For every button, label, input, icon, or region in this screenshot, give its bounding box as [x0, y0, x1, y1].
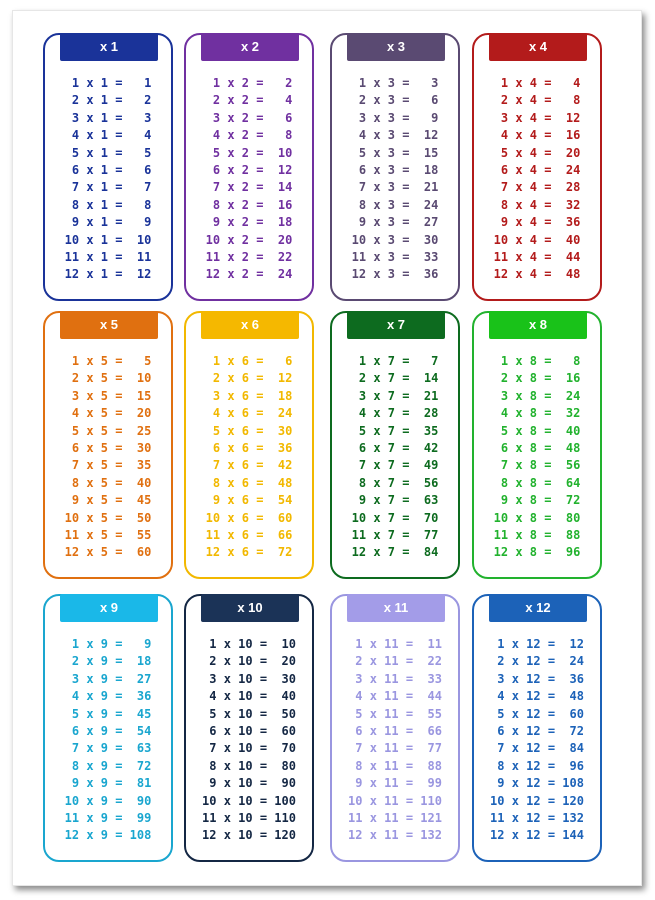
- multiplication-row: 6 x 4 = 24: [493, 162, 581, 177]
- multiplication-row: 3 x 10 = 30: [202, 671, 296, 686]
- times-table-card: [330, 594, 460, 862]
- multiplication-row: 5 x 2 = 10: [205, 145, 293, 160]
- multiplication-row: 3 x 12 = 36: [490, 671, 584, 686]
- multiplication-row: 12 x 7 = 84: [351, 545, 439, 560]
- multiplication-row: 7 x 7 = 49: [351, 458, 439, 473]
- table-rows: [474, 75, 600, 284]
- multiplication-row: 9 x 10 = 90: [202, 776, 296, 791]
- multiplication-row: 3 x 9 = 27: [64, 671, 152, 686]
- multiplication-row: 9 x 6 = 54: [205, 493, 293, 508]
- multiplication-row: 9 x 9 = 81: [64, 776, 152, 791]
- times-table-card: [184, 311, 314, 579]
- multiplication-row: 7 x 2 = 14: [205, 180, 293, 195]
- table-header-label: x 6: [201, 311, 299, 339]
- multiplication-row: 4 x 7 = 28: [351, 406, 439, 421]
- table-rows: [186, 75, 312, 284]
- multiplication-row: 1 x 11 = 11: [348, 637, 442, 651]
- table-rows: [474, 636, 600, 845]
- multiplication-row: 5 x 1 = 5: [64, 145, 152, 160]
- multiplication-row: 10 x 7 = 70: [351, 510, 439, 525]
- table-rows: [332, 353, 458, 562]
- table-header-label: x 11: [347, 594, 445, 622]
- multiplication-row: 9 x 8 = 72: [493, 493, 581, 508]
- multiplication-row: 8 x 1 = 8: [64, 197, 152, 212]
- multiplication-row: 2 x 10 = 20: [202, 654, 296, 669]
- multiplication-row: 2 x 6 = 12: [205, 371, 293, 386]
- multiplication-row: 2 x 1 = 2: [64, 93, 152, 108]
- multiplication-row: 11 x 10 = 110: [202, 810, 296, 825]
- multiplication-row: 6 x 7 = 42: [351, 440, 439, 455]
- multiplication-row: 8 x 6 = 48: [205, 475, 293, 490]
- table-rows: [332, 636, 458, 845]
- table-header-label: x 5: [60, 311, 158, 339]
- multiplication-row: 1 x 1 = 1: [64, 76, 152, 90]
- multiplication-row: 5 x 10 = 50: [202, 706, 296, 721]
- multiplication-row: 3 x 7 = 21: [351, 388, 439, 403]
- multiplication-row: 1 x 12 = 12: [490, 637, 584, 651]
- multiplication-row: 2 x 3 = 6: [351, 93, 439, 108]
- multiplication-row: 9 x 2 = 18: [205, 215, 293, 230]
- multiplication-row: 5 x 4 = 20: [493, 145, 581, 160]
- multiplication-row: 9 x 1 = 9: [64, 215, 152, 230]
- multiplication-row: 1 x 2 = 2: [205, 76, 293, 90]
- multiplication-row: 10 x 2 = 20: [205, 232, 293, 247]
- multiplication-row: 2 x 5 = 10: [64, 371, 152, 386]
- multiplication-row: 10 x 12 = 120: [490, 793, 584, 808]
- multiplication-row: 4 x 8 = 32: [493, 406, 581, 421]
- times-table-card: [43, 33, 173, 301]
- table-header-label: x 8: [489, 311, 587, 339]
- multiplication-row: 12 x 1 = 12: [64, 267, 152, 282]
- multiplication-row: 4 x 11 = 44: [348, 689, 442, 704]
- multiplication-row: 7 x 12 = 84: [490, 741, 584, 756]
- multiplication-row: 2 x 4 = 8: [493, 93, 581, 108]
- multiplication-row: 5 x 9 = 45: [64, 706, 152, 721]
- multiplication-row: 12 x 4 = 48: [493, 267, 581, 282]
- multiplication-row: 10 x 9 = 90: [64, 793, 152, 808]
- multiplication-row: 6 x 2 = 12: [205, 162, 293, 177]
- multiplication-row: 11 x 2 = 22: [205, 249, 293, 264]
- multiplication-row: 7 x 6 = 42: [205, 458, 293, 473]
- multiplication-row: 7 x 5 = 35: [64, 458, 152, 473]
- multiplication-row: 11 x 6 = 66: [205, 527, 293, 542]
- multiplication-row: 7 x 9 = 63: [64, 741, 152, 756]
- multiplication-row: 12 x 8 = 96: [493, 545, 581, 560]
- times-table-card: [330, 33, 460, 301]
- multiplication-row: 10 x 11 = 110: [348, 793, 442, 808]
- multiplication-row: 9 x 5 = 45: [64, 493, 152, 508]
- multiplication-row: 8 x 3 = 24: [351, 197, 439, 212]
- multiplication-row: 6 x 9 = 54: [64, 723, 152, 738]
- multiplication-row: 7 x 8 = 56: [493, 458, 581, 473]
- multiplication-row: 8 x 8 = 64: [493, 475, 581, 490]
- multiplication-row: 2 x 11 = 22: [348, 654, 442, 669]
- times-table-card: [472, 311, 602, 579]
- multiplication-row: 7 x 10 = 70: [202, 741, 296, 756]
- multiplication-row: 3 x 4 = 12: [493, 110, 581, 125]
- multiplication-row: 10 x 8 = 80: [493, 510, 581, 525]
- multiplication-row: 7 x 1 = 7: [64, 180, 152, 195]
- multiplication-row: 12 x 10 = 120: [202, 828, 296, 843]
- multiplication-row: 11 x 3 = 33: [351, 249, 439, 264]
- multiplication-row: 1 x 7 = 7: [351, 354, 439, 368]
- multiplication-row: 8 x 12 = 96: [490, 758, 584, 773]
- multiplication-row: 12 x 3 = 36: [351, 267, 439, 282]
- multiplication-row: 6 x 5 = 30: [64, 440, 152, 455]
- times-table-card: [184, 594, 314, 862]
- multiplication-row: 3 x 8 = 24: [493, 388, 581, 403]
- multiplication-row: 1 x 4 = 4: [493, 76, 581, 90]
- times-table-card: [184, 33, 314, 301]
- multiplication-row: 9 x 12 = 108: [490, 776, 584, 791]
- multiplication-row: 10 x 6 = 60: [205, 510, 293, 525]
- multiplication-row: 4 x 6 = 24: [205, 406, 293, 421]
- multiplication-row: 12 x 12 = 144: [490, 828, 584, 843]
- multiplication-row: 11 x 12 = 132: [490, 810, 584, 825]
- multiplication-row: 8 x 4 = 32: [493, 197, 581, 212]
- multiplication-row: 12 x 9 = 108: [64, 828, 152, 843]
- multiplication-row: 6 x 12 = 72: [490, 723, 584, 738]
- table-header-label: x 7: [347, 311, 445, 339]
- multiplication-row: 8 x 7 = 56: [351, 475, 439, 490]
- multiplication-row: 1 x 3 = 3: [351, 76, 439, 90]
- multiplication-row: 5 x 5 = 25: [64, 423, 152, 438]
- multiplication-row: 4 x 12 = 48: [490, 689, 584, 704]
- multiplication-row: 11 x 5 = 55: [64, 527, 152, 542]
- multiplication-row: 12 x 2 = 24: [205, 267, 293, 282]
- multiplication-row: 4 x 3 = 12: [351, 128, 439, 143]
- table-header-label: x 2: [201, 33, 299, 61]
- multiplication-row: 4 x 10 = 40: [202, 689, 296, 704]
- multiplication-row: 9 x 11 = 99: [348, 776, 442, 791]
- table-rows: [474, 353, 600, 562]
- times-table-card: [43, 311, 173, 579]
- multiplication-row: 6 x 1 = 6: [64, 162, 152, 177]
- multiplication-row: 6 x 3 = 18: [351, 162, 439, 177]
- multiplication-row: 3 x 1 = 3: [64, 110, 152, 125]
- multiplication-row: 6 x 6 = 36: [205, 440, 293, 455]
- multiplication-row: 2 x 8 = 16: [493, 371, 581, 386]
- multiplication-row: 11 x 11 = 121: [348, 810, 442, 825]
- multiplication-row: 12 x 6 = 72: [205, 545, 293, 560]
- multiplication-row: 5 x 6 = 30: [205, 423, 293, 438]
- times-table-card: [472, 33, 602, 301]
- multiplication-row: 9 x 3 = 27: [351, 215, 439, 230]
- multiplication-row: 4 x 5 = 20: [64, 406, 152, 421]
- multiplication-row: 8 x 5 = 40: [64, 475, 152, 490]
- table-header-label: x 3: [347, 33, 445, 61]
- multiplication-row: 10 x 10 = 100: [202, 793, 296, 808]
- table-header-label: x 4: [489, 33, 587, 61]
- multiplication-row: 1 x 5 = 5: [64, 354, 152, 368]
- multiplication-row: 1 x 9 = 9: [64, 637, 152, 651]
- multiplication-row: 6 x 11 = 66: [348, 723, 442, 738]
- multiplication-row: 3 x 3 = 9: [351, 110, 439, 125]
- multiplication-row: 8 x 9 = 72: [64, 758, 152, 773]
- multiplication-row: 3 x 6 = 18: [205, 388, 293, 403]
- multiplication-row: 11 x 8 = 88: [493, 527, 581, 542]
- multiplication-row: 11 x 4 = 44: [493, 249, 581, 264]
- table-header-label: x 10: [201, 594, 299, 622]
- multiplication-row: 2 x 12 = 24: [490, 654, 584, 669]
- multiplication-row: 1 x 8 = 8: [493, 354, 581, 368]
- table-rows: [45, 353, 171, 562]
- multiplication-row: 3 x 5 = 15: [64, 388, 152, 403]
- multiplication-row: 4 x 9 = 36: [64, 689, 152, 704]
- table-header-label: x 12: [489, 594, 587, 622]
- multiplication-row: 5 x 12 = 60: [490, 706, 584, 721]
- multiplication-row: 4 x 2 = 8: [205, 128, 293, 143]
- multiplication-row: 8 x 10 = 80: [202, 758, 296, 773]
- multiplication-row: 3 x 11 = 33: [348, 671, 442, 686]
- multiplication-row: 8 x 11 = 88: [348, 758, 442, 773]
- multiplication-row: 5 x 11 = 55: [348, 706, 442, 721]
- multiplication-row: 1 x 6 = 6: [205, 354, 293, 368]
- multiplication-row: 2 x 2 = 4: [205, 93, 293, 108]
- multiplication-row: 3 x 2 = 6: [205, 110, 293, 125]
- multiplication-row: 5 x 7 = 35: [351, 423, 439, 438]
- multiplication-row: 11 x 7 = 77: [351, 527, 439, 542]
- multiplication-row: 10 x 1 = 10: [64, 232, 152, 247]
- multiplication-row: 4 x 1 = 4: [64, 128, 152, 143]
- multiplication-row: 4 x 4 = 16: [493, 128, 581, 143]
- multiplication-row: 11 x 1 = 11: [64, 249, 152, 264]
- multiplication-row: 11 x 9 = 99: [64, 810, 152, 825]
- multiplication-row: 7 x 11 = 77: [348, 741, 442, 756]
- table-rows: [186, 353, 312, 562]
- times-table-card: [472, 594, 602, 862]
- multiplication-row: 9 x 4 = 36: [493, 215, 581, 230]
- multiplication-row: 2 x 9 = 18: [64, 654, 152, 669]
- multiplication-row: 7 x 4 = 28: [493, 180, 581, 195]
- multiplication-row: 2 x 7 = 14: [351, 371, 439, 386]
- multiplication-row: 7 x 3 = 21: [351, 180, 439, 195]
- multiplication-row: 10 x 3 = 30: [351, 232, 439, 247]
- times-table-card: [43, 594, 173, 862]
- multiplication-row: 6 x 10 = 60: [202, 723, 296, 738]
- table-rows: [45, 75, 171, 284]
- multiplication-row: 1 x 10 = 10: [202, 637, 296, 651]
- multiplication-row: 9 x 7 = 63: [351, 493, 439, 508]
- table-header-label: x 1: [60, 33, 158, 61]
- multiplication-row: 8 x 2 = 16: [205, 197, 293, 212]
- table-header-label: x 9: [60, 594, 158, 622]
- table-rows: [332, 75, 458, 284]
- multiplication-row: 5 x 8 = 40: [493, 423, 581, 438]
- multiplication-row: 12 x 11 = 132: [348, 828, 442, 843]
- worksheet-page: [12, 10, 642, 886]
- times-table-card: [330, 311, 460, 579]
- multiplication-row: 12 x 5 = 60: [64, 545, 152, 560]
- multiplication-row: 10 x 5 = 50: [64, 510, 152, 525]
- multiplication-row: 10 x 4 = 40: [493, 232, 581, 247]
- multiplication-row: 6 x 8 = 48: [493, 440, 581, 455]
- multiplication-row: 5 x 3 = 15: [351, 145, 439, 160]
- table-rows: [45, 636, 171, 845]
- table-rows: [186, 636, 312, 845]
